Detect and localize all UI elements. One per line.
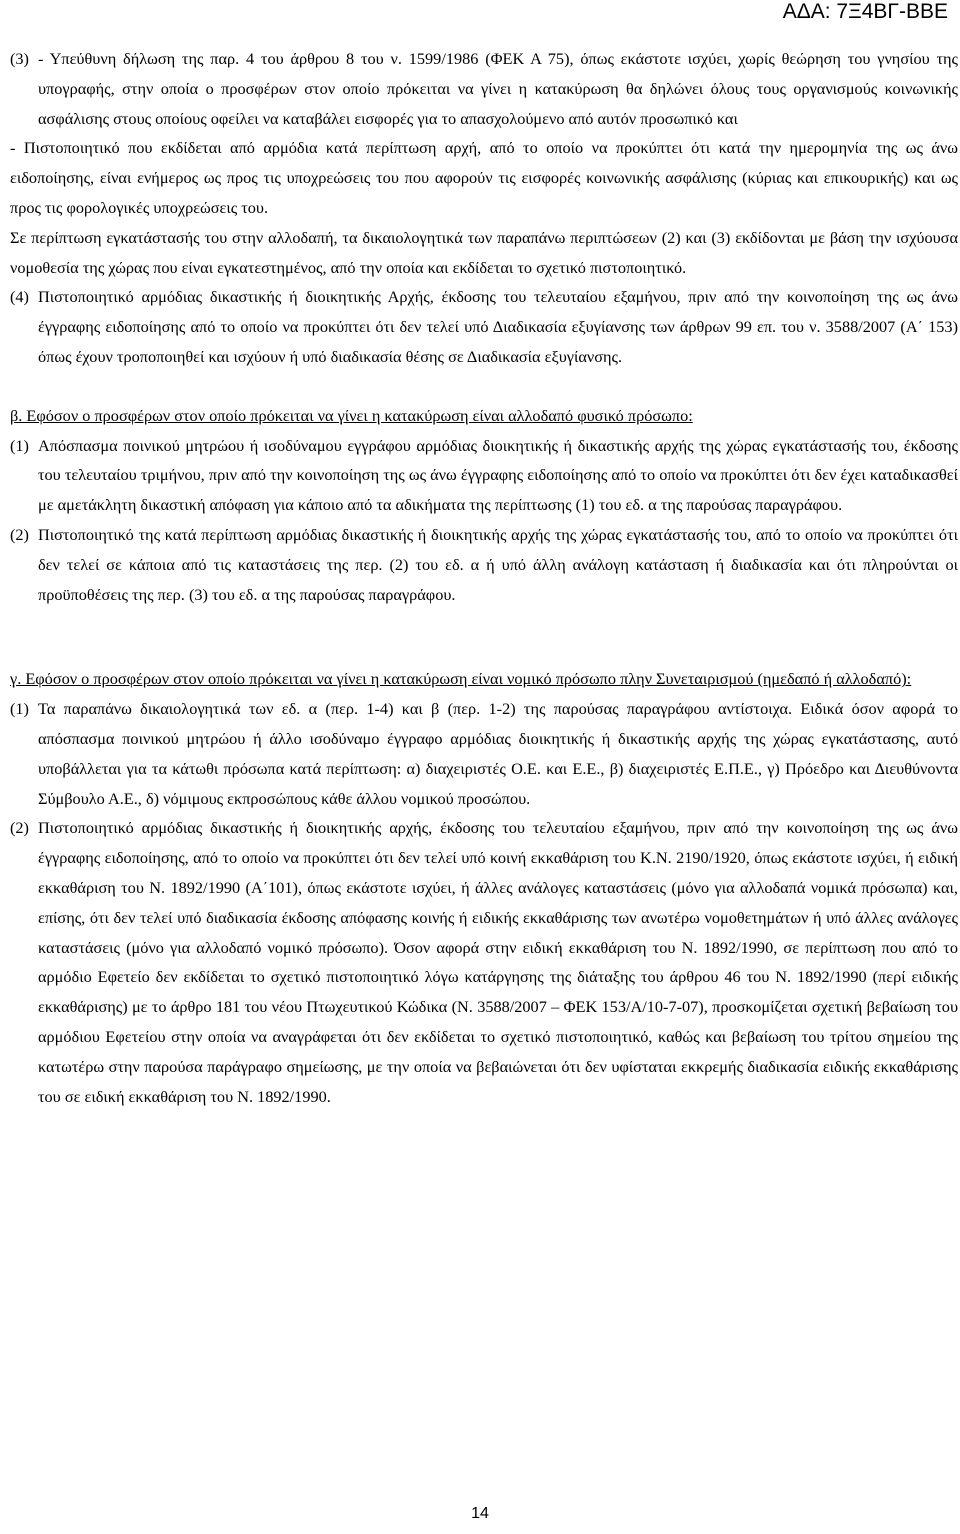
certificate-paragraph: - Πιστοποιητικό που εκδίδεται από αρμόδια κατά περίπτωση αρχή, από το οποίο να προκύπτει ότι κατά την ημερομηνία της ως άνω ειδοποίησης, είναι ενήμερος ως προς τις υποχρεώσεις του που αφορούν τις εισφορές κοινωνικής ασφάλισης (κύριας και επικουρικής) και ως προς τις φορολογικές υποχρεώσεις του.: [10, 138, 958, 217]
clause-a-4: [10, 282, 958, 371]
clause-text: Πιστοποιητικό αρμόδιας δικαστικής ή διοικητικής αρχής, έκδοσης του τελευταίου εξαμήνου, πριν από την κοινοποίηση της ως άνω έγγραφης ειδοποίησης, από το οποίο να προκύπτει ότι δεν τελεί υπό κοινή εκκαθάριση του Κ.Ν. 2190/1920, όπως εκάστοτε ισχύει, ή ειδική εκκαθάριση του Ν. 1892/1990 (Α΄101), όπως εκάστοτε ισχύει, ή άλλες ανάλογες καταστάσεις (μόνο για αλλοδαπά νομικά πρόσωπα) και, επίσης, ότι δεν τελεί υπό διαδικασία έκδοσης απόφασης κοινής ή ειδικής εκκαθάρισης των ανωτέρω νομοθετημάτων ή υπό άλλες ανάλογες καταστάσεις (μόνο για αλλοδαπό νομικό πρόσωπο). Όσον αφορά στην ειδική εκκαθάριση του Ν. 1892/1990, σε περίπτωση που από το αρμόδιο Εφετείο δεν εκδίδεται το σχετικό πιστοποιητικό λόγω κατάργησης της διάταξης του άρθρου 46 του Ν. 1892/1990 (περί ειδικής εκκαθάρισης) με το άρθρο 181 του νέου Πτωχευτικού Κώδικα (Ν. 3588/2007 – ΦΕΚ 153/Α/10-7-07), προσκομίζεται σχετική βεβαίωση του αρμόδιου Εφετείου στην οποία να αναγράφεται ότι δεν εκδίδεται το σχετικό πιστοποιητικό, καθώς και βεβαίωση του τρίτου σημείου της κατωτέρω στην παρούσα παράγραφο σημείωσης, με την οποία να βεβαιώνεται ότι δεν υφίσταται εκκρεμής διαδικασία ειδικής εκκαθάρισης του σε ειδική εκκαθάριση του Ν. 1892/1990.: [38, 818, 958, 1106]
spacer: [10, 609, 958, 664]
clause-number: (2): [10, 818, 29, 838]
ada-code: ΑΔΑ: 7Ξ4ΒΓ-ΒΒΕ: [782, 0, 948, 23]
spacer: [10, 372, 958, 401]
clause-a-3: [10, 44, 958, 133]
clause-text: - Υπεύθυνη δήλωση της παρ. 4 του άρθρου 8 του ν. 1599/1986 (ΦΕΚ Α 75), όπως εκάστοτε ισχύει, χωρίς θεώρηση του γνησίου της υπογραφής, στην οποία ο προσφέρων στον οποίο πρόκειται να γίνει η κατακύρωση θα δηλώνει όλους τους οργανισμούς κοινωνικής ασφάλισης στους οποίους οφείλει να καταβάλει εισφορές για το απασχολούμενο από αυτόν προσωπικό και: [38, 49, 958, 128]
clause-number: (4): [10, 287, 29, 307]
clause-b-2: [10, 520, 958, 609]
clause-c-2: [10, 813, 958, 1111]
foreign-establishment-paragraph: Σε περίπτωση εγκατάστασής του στην αλλοδαπή, τα δικαιολογητικά των παραπάνω περιπτώσεων (2) και (3) εκδίδονται με βάση την ισχύουσα νομοθεσία της χώρας που είναι εγκατεστημένος, από την οποία και εκδίδεται το σχετικό πιστοποιητικό.: [10, 227, 958, 277]
section-b-heading: β. Εφόσον ο προσφέρων στον οποίο πρόκειται να γίνει η κατακύρωση είναι αλλοδαπό φυσικό πρόσωπο:: [10, 405, 693, 425]
clause-c-1: [10, 694, 958, 813]
page-number: 14: [471, 1505, 489, 1522]
clause-number: (3): [10, 49, 29, 68]
clause-text: Απόσπασμα ποινικού μητρώου ή ισοδύναμου εγγράφου αρμόδιας διοικητικής ή δικαστικής αρχής της χώρας εγκατάστασής του, έκδοσης του τελευταίου τριμήνου, πριν από την κοινοποίηση της ως άνω έγγραφης ειδοποίησης από το οποίο να προκύπτει ότι δεν έχει καταδικασθεί με αμετάκλητη δικαστική απόφαση για κάποιο από τα αδικήματα της περίπτωσης (1) του εδ. α της παρούσας παραγράφου.: [38, 435, 958, 515]
clause-number: (2): [10, 524, 29, 544]
clause-number: (1): [10, 435, 29, 455]
clause-number: (1): [10, 699, 29, 719]
clause-text: Πιστοποιητικό αρμόδιας δικαστικής ή διοικητικής Αρχής, έκδοσης του τελευταίου εξαμήνου, πριν από την κοινοποίηση της ως άνω έγγραφης ειδοποίησης από το οποίο να προκύπτει ότι δεν τελεί υπό Διαδικασία εξυγίανσης των άρθρων 99 επ. του ν. 3588/2007 (Α΄ 153) όπως έχουν τροποποιηθεί και ισχύουν ή υπό διαδικασία θέσης σε Διαδικασία εξυγίανσης.: [38, 287, 958, 366]
section-c-heading: γ. Εφόσον ο προσφέρων στον οποίο πρόκειται να γίνει η κατακύρωση είναι νομικό πρόσωπο πλην Συνεταιρισμού (ημεδαπό ή αλλοδαπό):: [10, 669, 912, 689]
clause-text: Πιστοποιητικό της κατά περίπτωση αρμόδιας δικαστικής ή διοικητικής αρχής της χώρας εγκατάστασής του, από το οποίο να προκύπτει ότι δεν τελεί σε κάποια από τις καταστάσεις της περ. (2) του εδ. α ή υπό άλλη ανάλογη κατάσταση ή διαδικασία και ότι πληρούνται οι προϋποθέσεις της περ. (3) του εδ. α της παρούσας παραγράφου.: [38, 524, 958, 604]
clause-text: Τα παραπάνω δικαιολογητικά των εδ. α (περ. 1-4) και β (περ. 1-2) της παρούσας παραγράφου αντίστοιχα. Ειδικά όσον αφορά το απόσπασμα ποινικού μητρώου ή άλλο ισοδύναμο έγγραφο αρμόδιας διοικητικής ή δικαστικής αρχής της χώρας εγκατάστασης, αυτό υποβάλλεται για τα κάτωθι πρόσωπα κατά περίπτωση: α) διαχειριστές Ο.Ε. και Ε.Ε., β) διαχειριστές Ε.Π.Ε., γ) Πρόεδρο και Διευθύνοντα Σύμβουλο Α.Ε., δ) νόμιμους εκπροσώπους κάθε άλλου νομικού προσώπου.: [38, 699, 958, 808]
clause-b-1: [10, 431, 958, 520]
document-body: [10, 44, 958, 1111]
